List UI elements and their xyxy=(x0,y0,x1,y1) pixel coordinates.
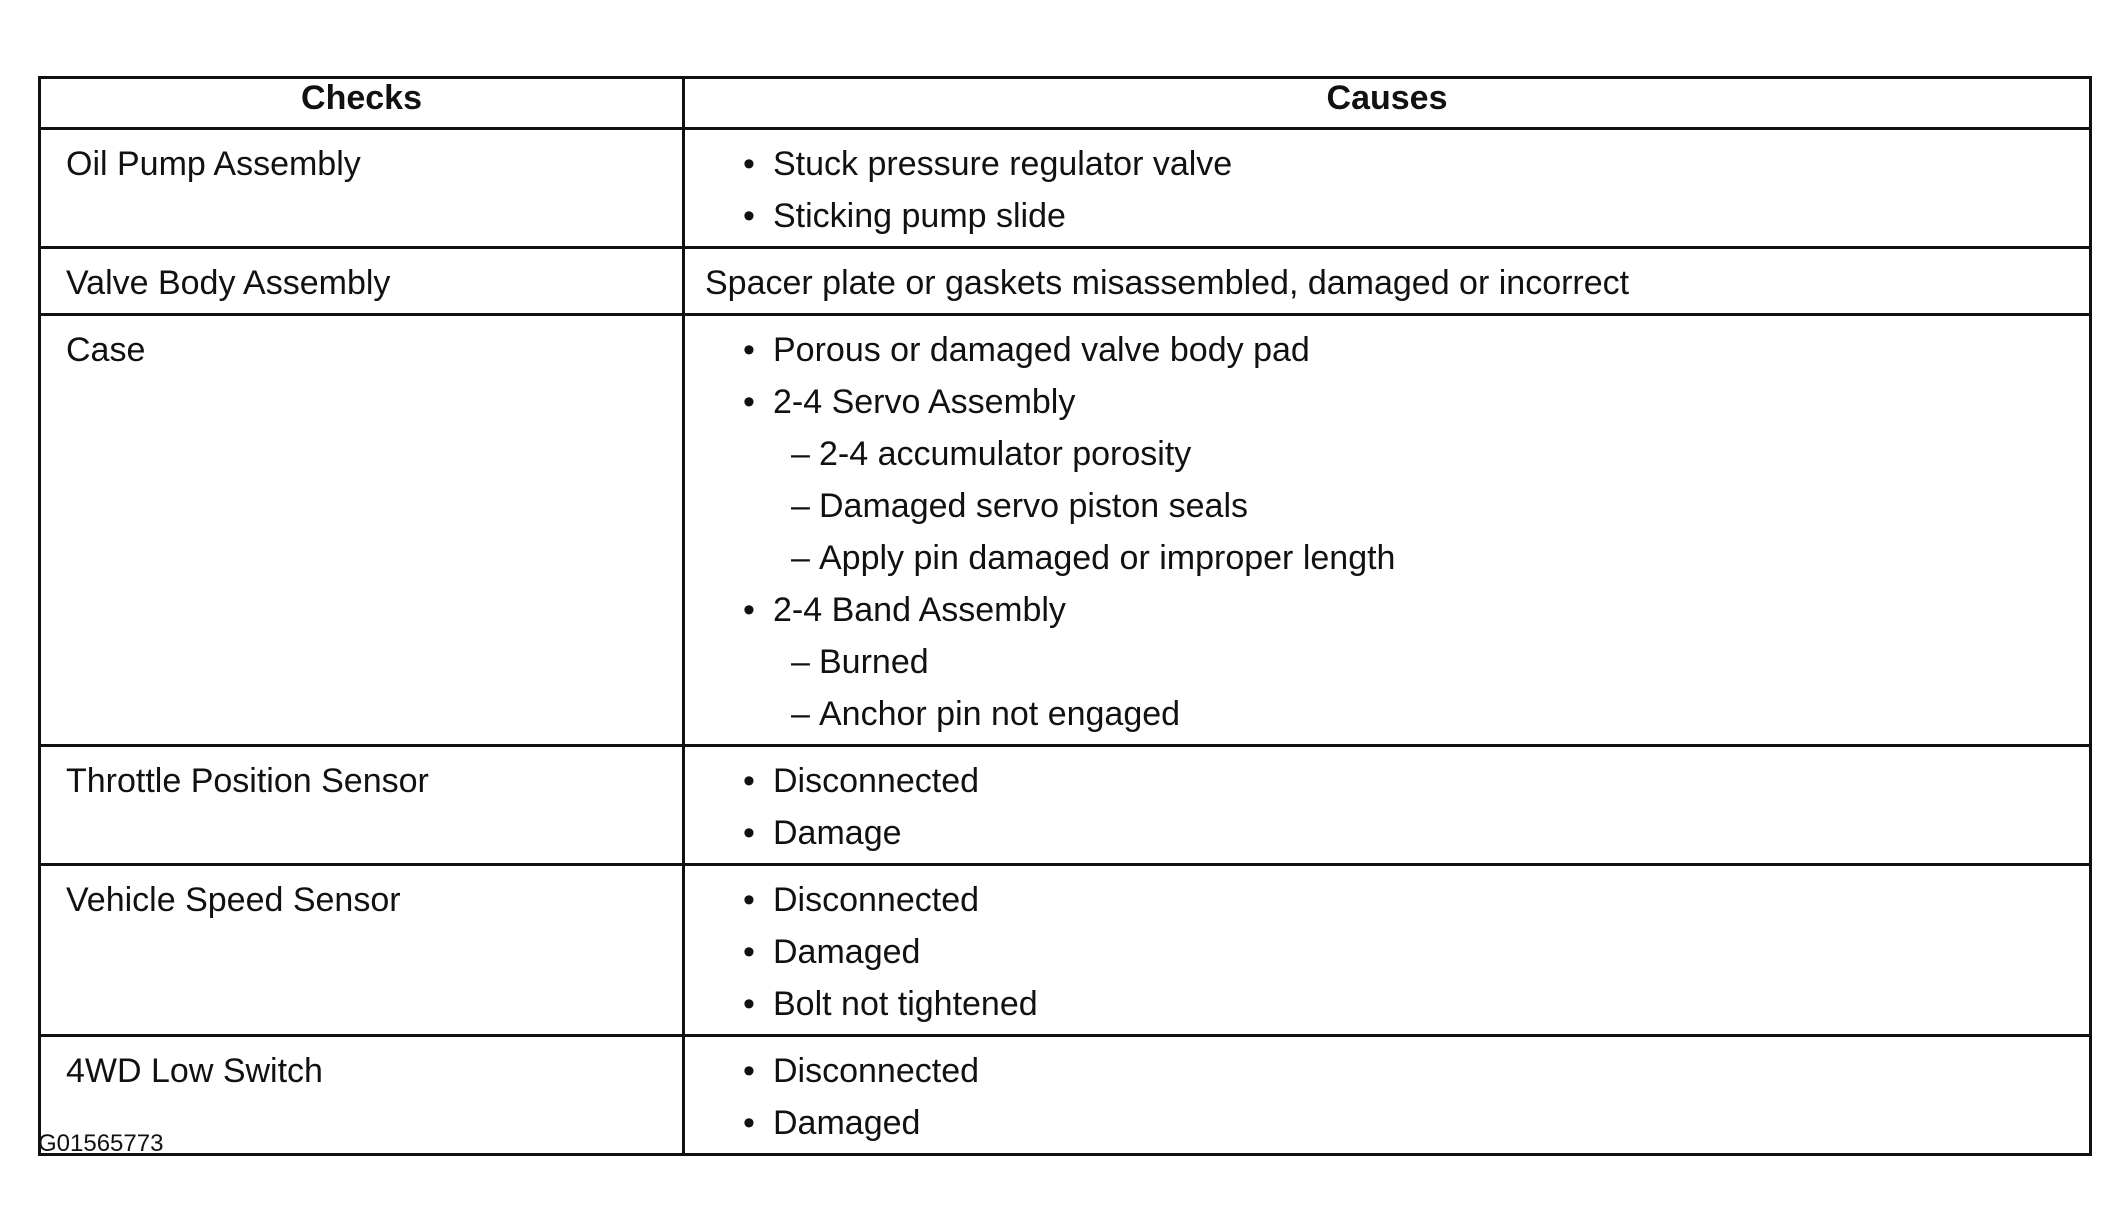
cause-item xyxy=(703,807,2079,859)
cause-item xyxy=(703,874,2079,926)
cause-item xyxy=(703,1045,2079,1097)
cause-item xyxy=(703,376,2079,428)
bullet-marker: • xyxy=(743,145,755,183)
causes-cell xyxy=(684,1036,2091,1155)
cause-item xyxy=(703,1097,2079,1149)
table-header-row xyxy=(40,78,2091,129)
cause-label: Damaged servo piston seals xyxy=(819,487,1249,525)
cause-label: Disconnected xyxy=(773,762,980,800)
dash-marker: – xyxy=(791,695,810,733)
bullet-marker: • xyxy=(743,1052,755,1090)
cause-label: Apply pin damaged or improper length xyxy=(819,539,1396,577)
cause-label: Disconnected xyxy=(773,881,980,919)
cause-label: Damage xyxy=(773,814,902,852)
bullet-marker: • xyxy=(743,331,755,369)
cause-label: Porous or damaged valve body pad xyxy=(773,331,1310,369)
cause-subitem xyxy=(703,480,2079,532)
cause-subitem xyxy=(703,688,2079,740)
bullet-marker: • xyxy=(743,591,755,629)
cause-label: 2-4 accumulator porosity xyxy=(819,435,1192,473)
check-cell: Valve Body Assembly xyxy=(40,248,684,315)
cause-item xyxy=(703,926,2079,978)
table-row xyxy=(40,248,2091,315)
bullet-marker: • xyxy=(743,197,755,235)
check-cell: Vehicle Speed Sensor xyxy=(40,865,684,1036)
dash-marker: – xyxy=(791,487,810,525)
causes-cell xyxy=(684,865,2091,1036)
cause-subitem xyxy=(703,532,2079,584)
check-cell: Throttle Position Sensor xyxy=(40,746,684,865)
table-body xyxy=(40,129,2091,1155)
cause-subitem xyxy=(703,636,2079,688)
causes-cell xyxy=(684,248,2091,315)
cause-label: 2-4 Servo Assembly xyxy=(773,383,1076,421)
cause-item xyxy=(703,978,2079,1030)
cause-label: Stuck pressure regulator valve xyxy=(773,145,1233,183)
cause-label: Damaged xyxy=(773,933,921,971)
bullet-marker: • xyxy=(743,1104,755,1142)
check-cell: Oil Pump Assembly xyxy=(40,129,684,248)
table-row xyxy=(40,1036,2091,1155)
bullet-marker: • xyxy=(743,933,755,971)
cause-label: 2-4 Band Assembly xyxy=(773,591,1066,629)
cause-label: Spacer plate or gaskets misassembled, damaged or incorrect xyxy=(705,264,1630,302)
table-row xyxy=(40,129,2091,248)
dash-marker: – xyxy=(791,435,810,473)
cause-label: Sticking pump slide xyxy=(773,197,1066,235)
cause-item xyxy=(703,138,2079,190)
cause-text xyxy=(703,257,2079,309)
cause-item xyxy=(703,755,2079,807)
cause-label: Damaged xyxy=(773,1104,921,1142)
bullet-marker: • xyxy=(743,881,755,919)
table-row xyxy=(40,865,2091,1036)
cause-item xyxy=(703,190,2079,242)
causes-cell xyxy=(684,746,2091,865)
table-row xyxy=(40,746,2091,865)
figure-id: G01565773 xyxy=(38,1130,164,1157)
bullet-marker: • xyxy=(743,985,755,1023)
causes-cell xyxy=(684,129,2091,248)
cause-label: Burned xyxy=(819,643,929,681)
dash-marker: – xyxy=(791,643,810,681)
cause-subitem xyxy=(703,428,2079,480)
cause-label: Bolt not tightened xyxy=(773,985,1038,1023)
cause-label: Anchor pin not engaged xyxy=(819,695,1181,733)
header-causes: Causes xyxy=(684,78,2091,129)
header-checks: Checks xyxy=(40,78,684,129)
bullet-marker: • xyxy=(743,762,755,800)
bullet-marker: • xyxy=(743,383,755,421)
cause-label: Disconnected xyxy=(773,1052,980,1090)
causes-cell xyxy=(684,315,2091,746)
check-cell: 4WD Low Switch xyxy=(40,1036,684,1155)
cause-item xyxy=(703,584,2079,636)
check-cell: Case xyxy=(40,315,684,746)
dash-marker: – xyxy=(791,539,810,577)
table-row xyxy=(40,315,2091,746)
bullet-marker: • xyxy=(743,814,755,852)
checks-causes-table xyxy=(38,76,2092,1156)
cause-item xyxy=(703,324,2079,376)
